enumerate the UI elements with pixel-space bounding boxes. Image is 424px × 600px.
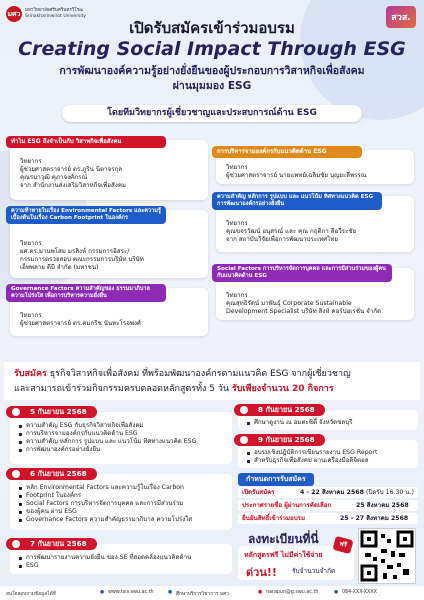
schedule-item: ความสำคัญ ESG กับธุรกิจวิสาหกิจเพื่อสังคม xyxy=(18,422,196,430)
office-logo: สวส. xyxy=(386,6,416,28)
limited-text: รับจำนวนจำกัด xyxy=(292,567,336,575)
register-desc2: และสามารถเข้าร่วมกิจกรรมครบตลอดหลักสูตรทั้ง 5 วัน xyxy=(14,384,232,394)
schedule-item: ศึกษาดูงาน ณ อมตะซิตี้ จังหวัดชลบุรี xyxy=(246,419,352,427)
date-tag: 5 กันยายน 2568 xyxy=(6,406,97,418)
period-row xyxy=(238,500,418,511)
period-title: กำหนดการรับสมัคร xyxy=(238,473,314,486)
card-head: Social Factors การบริหารจัดการบุคคล และการมีส่วนร่วมของผู้คน กับแนวคิดด้าน ESG xyxy=(212,264,392,282)
card-why-esg xyxy=(10,140,208,200)
period-value: 25 - 27 สิงหาคม 2568 xyxy=(340,515,409,522)
urgent-text: ด่วน!! xyxy=(246,566,277,579)
footer-phone[interactable]: 084-XXX-XXXX xyxy=(342,590,377,595)
schedule-item: ความสำคัญ หลักการ รูปแบบ และ แนวโน้ม ทิศทางแนวคิด ESG xyxy=(18,438,196,446)
card-head: ความท้าทายในเรื่อง Environmental Factors และความรู้เบื้องต้นในเรื่อง Carbon Footprint ในองค์กร xyxy=(6,206,166,224)
schedule-item: สำหรับธุรกิจเพื่อสังคม ผ่านเครื่องมือดิจิตอล xyxy=(246,457,377,465)
date-tag: 7 กันยายน 2568 xyxy=(6,538,97,550)
card-head: ความสำคัญ หลักการ รูปแบบ และ แนวโน้ม ทิศทางแนวคิด ESG การพัฒนาองค์กรอย่างยั่งยืน xyxy=(212,192,382,210)
speaker-line: ผู้ช่วยศาสตราจารย์ ดร.คมกริช นันทะโรจพงศ์ xyxy=(20,320,141,327)
facebook-icon: ● xyxy=(168,590,173,595)
card-social xyxy=(216,268,414,320)
schedule-day2 xyxy=(10,469,232,530)
subtitle-line2: ผ่านมุมมอง ESG xyxy=(172,80,252,92)
period-label: ประกาศรายชื่อ ผู้ผ่านการคัดเลือก xyxy=(242,502,332,509)
card-management xyxy=(216,150,414,184)
date-tag: 9 กันยายน 2568 xyxy=(234,434,325,446)
page-title-en: Creating Social Impact Through ESG xyxy=(18,38,406,60)
free-badge: ฟรี xyxy=(332,536,353,554)
schedule-item: Social Factors การบริหารจัดการบุคคล และการมีส่วนร่วม xyxy=(18,500,192,508)
date-tag: 8 กันยายน 2568 xyxy=(234,404,325,416)
card-environmental xyxy=(10,210,208,278)
register-quota: รับเพียงจำนวน 20 กิจการ xyxy=(231,384,334,394)
footer-facebook[interactable]: ศึกษาบริการวิชาการ มศว xyxy=(176,592,229,597)
phone-icon: ● xyxy=(334,590,339,595)
register-label: รับสมัคร xyxy=(14,369,47,379)
speaker-line: ผศ.ดร.มานพโสม มรสิงห์ กรรมการอิสระ/ xyxy=(20,248,130,255)
schedule-item: การพัฒนารายงานความยั่งยืน ของ SE ที่สอดคล้องแนวคิดด้าน xyxy=(18,554,191,562)
schedule-item: การบริหารจามองค์กรกับแนวคิดด้าน ESG xyxy=(18,430,196,438)
speaker-line: จาก สำนักงานส่งเสริมวิสาหกิจเพื่อสังคม xyxy=(20,182,126,189)
speaker-line: คุณขจรวัฒน์ อนุสรณ์ และ คุณ กฤติกา ลือวีระชัย xyxy=(226,228,357,235)
period-value: 25 สิงหาคม 2568 xyxy=(356,502,409,509)
period-row xyxy=(238,487,418,498)
footer-email[interactable]: narapun@g.swu.ac.th xyxy=(266,590,319,595)
footer-web[interactable]: www.tsis.swu.ac.th xyxy=(108,590,154,595)
card-head: การบริหารจามองค์กรกับแนวคิดด้าน ESG xyxy=(212,146,362,158)
card-head: ทำไม ESG ถึงจำเป็นกับ วิสาหกิจเพื่อสังคม xyxy=(6,136,166,148)
page-title-th: เปิดรับสมัครเข้าร่วมอบรม xyxy=(129,19,295,37)
card-principles xyxy=(216,196,414,252)
register-desc: ธุรกิจวิสาหกิจเพื่อสังคม ที่พร้อมพัฒนาองค์กรตามแนวคิด ESG จากผู้เชี่ยวชาญ xyxy=(46,369,351,379)
speaker-line: คุณรมาวุฒิ คุภาจงศ์ภรณ์ xyxy=(20,174,88,181)
register-line2 xyxy=(14,381,334,395)
period-value: 4 - 22 สิงหาคม 2568 (ปิดรับ 16.30 น.) xyxy=(300,489,414,496)
speaker-line: กรรมการตรวจสอบ คณะกรรมการบริษัท บริษัท xyxy=(20,256,144,263)
email-icon: ● xyxy=(258,590,263,595)
schedule-item: การพัฒนาองค์กรอย่างยั่งยืน xyxy=(18,446,196,454)
period-row xyxy=(238,513,418,524)
schedule-item: ของผู้คน ผ่าน ESG xyxy=(18,508,192,516)
date-tag: 6 กันยายน 2568 xyxy=(6,468,97,480)
schedule-item: Footprint ในองค์กร xyxy=(18,492,192,500)
speaker-role: วิทยากร xyxy=(20,312,42,319)
schedule-item: Governance Factors ความสำคัญธรรมาภิบาล ความโปร่งใส xyxy=(18,516,192,524)
register-line1 xyxy=(14,366,351,380)
logo-line1: มหาวิทยาลัยศรีนครินทรวิโรฒ xyxy=(25,8,84,13)
enroll-box[interactable] xyxy=(238,540,354,580)
schedule-day3 xyxy=(10,539,232,574)
schedule-item: หลัก Environmental Factors และความรู้ในเรื่อง Carbon xyxy=(18,484,192,492)
speaker-role: วิทยากร xyxy=(226,164,248,171)
logo-badge: มศว xyxy=(6,6,22,22)
footer-contact-label: สนใจสอบถามข้อมูลได้ที่ xyxy=(6,592,56,597)
speaker-line: เอ็พพลาย ดีบี จำกัด (มหาชน) xyxy=(20,264,99,271)
web-icon: ● xyxy=(100,590,105,595)
footer xyxy=(0,586,424,600)
speaker-line: ผู้ช่วยศาสตราจารย์ ดร.ภูริน นิตาจรกุล xyxy=(20,166,123,173)
speaker-role: วิทยากร xyxy=(226,292,248,299)
subtitle-line1: การพัฒนาองค์ความรู้อย่างยั่งยืนของผู้ประกอบการวิสาหกิจเพื่อสังคม xyxy=(59,65,365,77)
register-now-heading: ลงทะเบียนที่นี่ xyxy=(248,532,319,546)
speaker-line: ผู้ช่วยศาสตราจารย์ นายแพทย์เฉลิมชัย บุญยะลีพรรณ xyxy=(226,172,367,179)
qr-code-graphic xyxy=(359,529,415,583)
period-label: ยืนยันสิทธิ์เข้าร่วมอบรม xyxy=(242,515,306,522)
logo-line2: Srinakharinwirot University xyxy=(25,14,87,19)
schedule-day5 xyxy=(238,435,418,468)
speaker-role: วิทยากร xyxy=(20,240,42,247)
qr-code[interactable] xyxy=(358,528,416,584)
free-course-text: หลักสูตรฟรี ไม่มีค่าใช้จ่าย xyxy=(244,551,323,559)
schedule-item: อบรมเชิงปฏิบัติการเขียนรายงาน ESG Report xyxy=(246,449,377,457)
expert-bar: โดยทีมวิทยากรผู้เชี่ยวชาญและประสบการณ์ด้าน ESG xyxy=(62,105,362,122)
speaker-line: คุณสุทธิรัตน์ มาพันธุ์ Corporate Sustainable xyxy=(226,300,352,307)
card-head: Governance Factors ความสำคัญของ ธรรมมาภิบาล ความโปร่งใส เพื่อการบริหารความยั่งยืน xyxy=(6,284,166,302)
card-governance xyxy=(10,288,208,336)
page-subtitle xyxy=(0,64,424,94)
schedule-item: ESG xyxy=(18,562,191,570)
speaker-line: Development Specialist บริษัท สิงห์ คอร์ปอเรชั่น จำกัด xyxy=(226,308,381,315)
period-label: เปิดรับสมัคร xyxy=(242,489,275,496)
speaker-role: วิทยากร xyxy=(20,158,42,165)
schedule-day4 xyxy=(238,405,418,430)
schedule-day1 xyxy=(10,407,232,464)
speaker-line: จาก สถาบันวิจัยเพื่อการพัฒนาประเทศไทย xyxy=(226,236,339,243)
speaker-role: วิทยากร xyxy=(226,220,248,227)
